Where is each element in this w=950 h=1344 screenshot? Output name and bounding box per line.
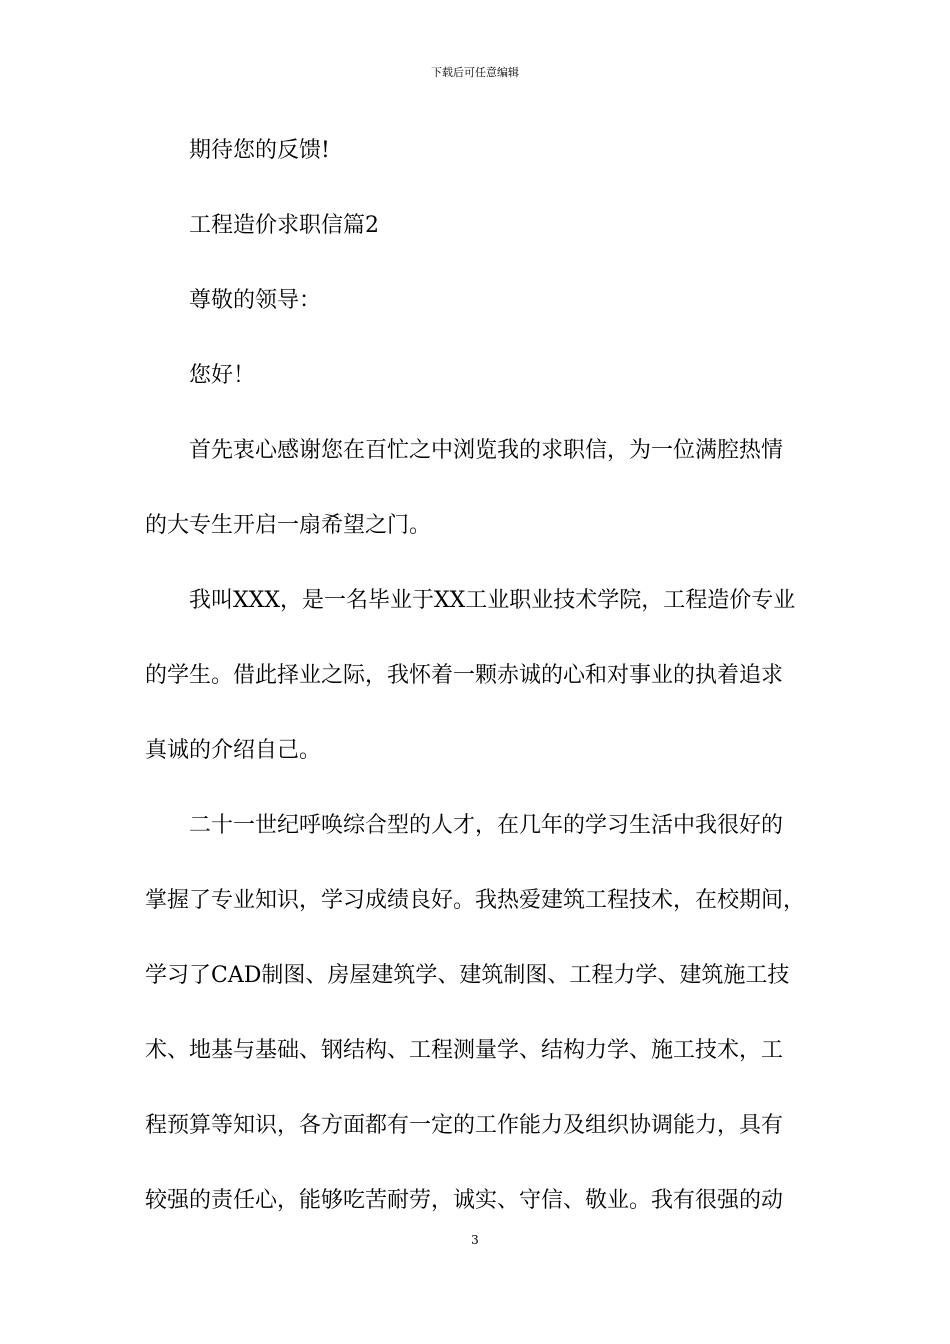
paragraph-line: 我叫XXX，是一名毕业于XX工业职业技术学院，工程造价专业: [189, 588, 796, 613]
paragraph-line: 的学生。借此择业之际，我怀着一颗赤诚的心和对事业的执着追求: [145, 663, 784, 688]
section-title: 工程造价求职信篇2: [189, 213, 379, 238]
paragraph-line: 首先衷心感谢您在百忙之中浏览我的求职信，为一位满腔热情: [189, 438, 784, 463]
paragraph-line: 术、地基与基础、钢结构、工程测量学、结构力学、施工技术，工: [145, 1038, 784, 1063]
page-number: 3: [471, 1233, 479, 1247]
paragraph-line: 学习了CAD制图、房屋建筑学、建筑制图、工程力学、建筑施工技: [145, 963, 790, 988]
header-note: 下载后可任意编辑: [431, 66, 519, 79]
paragraph-line: 程预算等知识，各方面都有一定的工作能力及组织协调能力，具有: [145, 1113, 784, 1138]
paragraph-line: 真诚的介绍自己。: [145, 738, 322, 763]
paragraph-line: 掌握了专业知识，学习成绩良好。我热爱建筑工程技术，在校期间，: [145, 888, 806, 913]
greeting: 您好！: [189, 363, 256, 388]
closing-line: 期待您的反馈!: [189, 138, 330, 163]
salutation: 尊敬的领导：: [189, 288, 322, 313]
paragraph-line: 较强的责任心，能够吃苦耐劳，诚实、守信、敬业。我有很强的动: [145, 1188, 784, 1213]
paragraph-line: 二十一世纪呼唤综合型的人才，在几年的学习生活中我很好的: [189, 813, 784, 838]
paragraph-line: 的大专生开启一扇希望之门。: [145, 513, 432, 538]
